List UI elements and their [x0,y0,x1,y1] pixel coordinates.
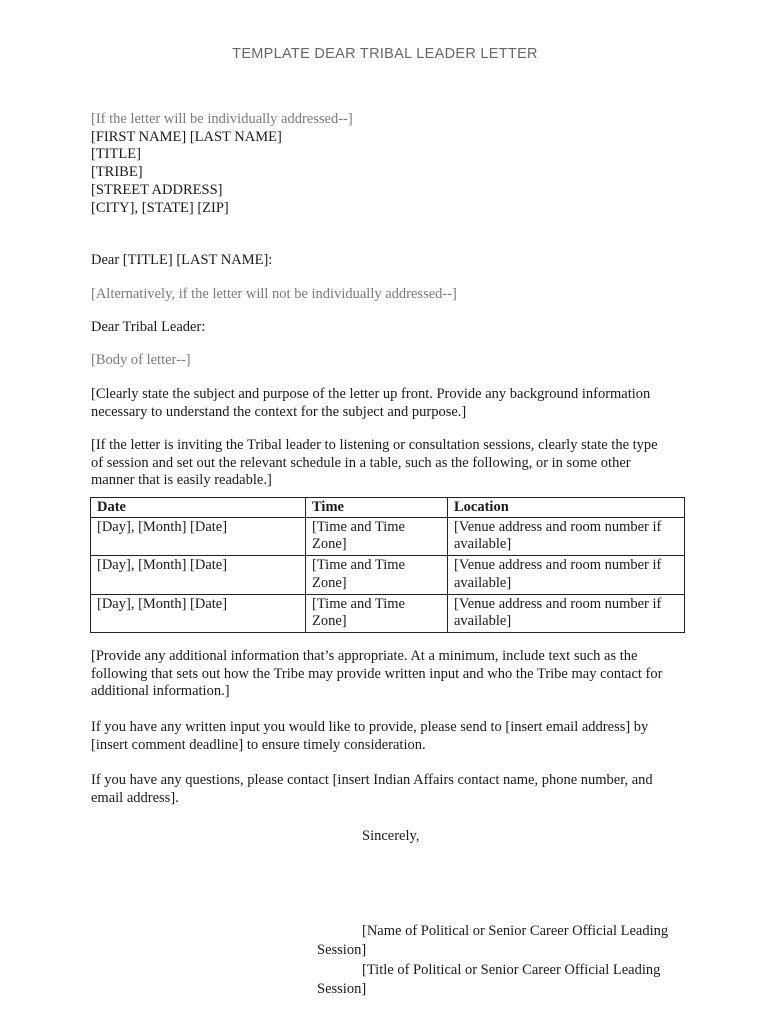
closing-text: Sincerely, [362,828,420,844]
cell-time: [Time and Time Zone] [306,517,448,555]
table-row [91,556,685,594]
alternative-note-text: [Alternatively, if the letter will not be individually addressed--] [91,286,457,302]
paragraph-additional: [Provide any additional information that’s appropriate. At a minimum, include text such as the following that sets out how the Tribe may provide written input and who the Tribe may contact for additional information.] [91,648,663,700]
header-location: Location [448,498,685,518]
cell-date: [Day], [Month] [Date] [91,594,306,632]
header-time: Time [306,498,448,518]
paragraph-schedule: [If the letter is inviting the Tribal leader to listening or consultation sessions, clearly state the type of session and set out the relevant schedule in a table, such as the following, or in some other manner that is easily readable.] [91,437,658,489]
address-line-street: [STREET ADDRESS] [91,181,223,198]
cell-location: [Venue address and room number if available] [448,517,685,555]
cell-time: [Time and Time Zone] [306,556,448,594]
address-note: [If the letter will be individually addressed--] [91,111,353,127]
salutation-general-text: Dear Tribal Leader: [91,319,206,335]
cell-location: [Venue address and room number if available] [448,594,685,632]
paragraph-questions: If you have any questions, please contact [insert Indian Affairs contact name, phone number, and email address]. [91,772,653,806]
cell-time: [Time and Time Zone] [306,594,448,632]
salutation-general [91,319,691,337]
signature-name-text: [Name of Political or Senior Career Official Leading Session] [317,923,669,959]
address-line-name: [FIRST NAME] [LAST NAME] [91,128,282,145]
signature-title-text: [Title of Political or Senior Career Official Leading Session] [317,962,661,998]
schedule-table [90,497,685,633]
salutation-individual-text: Dear [TITLE] [LAST NAME]: [91,252,273,268]
address-line-tribe: [TRIBE] [91,164,143,181]
address-line-title: [TITLE] [91,146,141,163]
page-title: TEMPLATE DEAR TRIBAL LEADER LETTER [232,46,538,62]
schedule-header-row [91,498,685,518]
table-row [91,517,685,555]
paragraph-purpose: [Clearly state the subject and purpose of the letter up front. Provide any background information necessary to understand the context for the subject and purpose.] [91,386,651,420]
signature-name [317,922,687,961]
signature-title [317,961,687,1000]
closing [362,828,562,846]
header-date: Date [91,498,306,518]
address-line-city: [CITY], [STATE] [ZIP] [91,199,229,216]
body-note [91,352,691,370]
alternative-note [91,286,691,304]
salutation-individual [91,252,691,270]
cell-location: [Venue address and room number if available] [448,556,685,594]
table-row [91,594,685,632]
cell-date: [Day], [Month] [Date] [91,517,306,555]
cell-date: [Day], [Month] [Date] [91,556,306,594]
body-note-text: [Body of letter--] [91,352,191,368]
paragraph-input: If you have any written input you would like to provide, please send to [insert email address] by [insert comment deadline] to ensure timely consideration. [91,719,649,753]
address-block [91,111,691,217]
